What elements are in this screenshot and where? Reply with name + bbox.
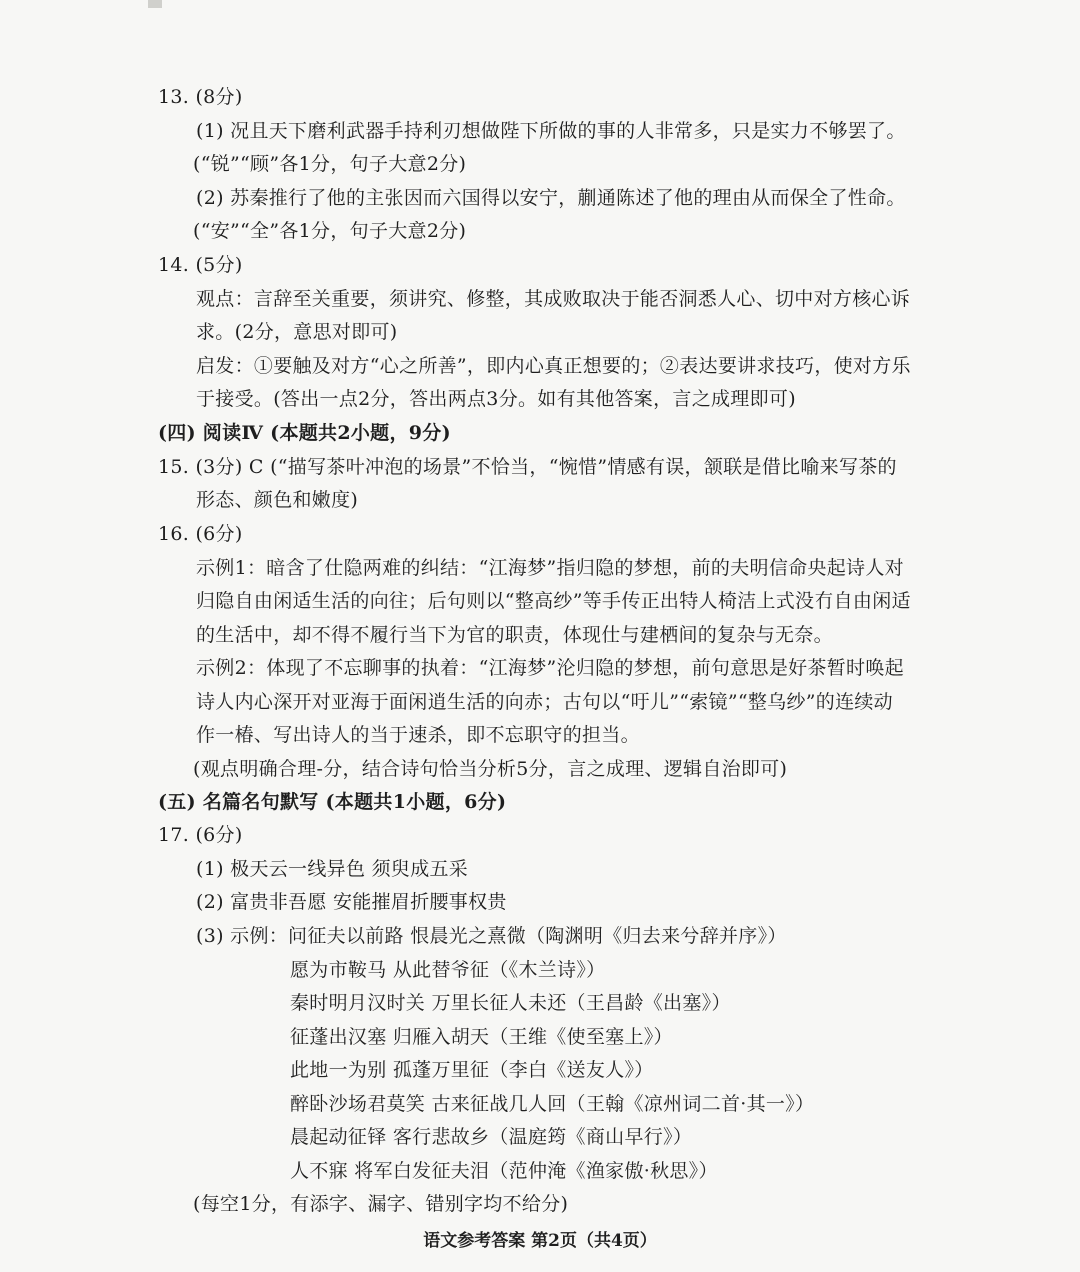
q13-heading: 13. (8分) — [158, 86, 243, 108]
q16-line-3: 的生活中，却不得不履行当下为官的职责，体现仕与建栖间的复杂与无奈。 — [196, 624, 833, 646]
q17-line-3: (3) 示例：问征夫以前路 恨晨光之熹微（陶渊明《归去来兮辞并序》） — [196, 925, 787, 947]
q14-line-3: 启发：①要触及对方“心之所善”，即内心真正想要的；②表达要讲求技巧，使对方乐 — [196, 355, 911, 377]
q16-heading: 16. (6分) — [158, 523, 243, 545]
q13-line-1: (1) 况且天下磨利武器手持利刃想做陛下所做的事的人非常多，只是实力不够罢了。 — [196, 120, 906, 142]
q13-line-4: (“安”“全”各1分，句子大意2分) — [193, 220, 467, 242]
q16-line-7: (观点明确合理-分，结合诗句恰当分析5分，言之成理、逻辑自治即可) — [193, 758, 788, 780]
section-5-heading: (五) 名篇名句默写 (本题共1小题，6分) — [158, 791, 507, 813]
q17-heading: 17. (6分) — [158, 824, 243, 846]
q16-line-5: 诗人内心深开对亚海于面闲逍生活的向赤；古句以“吁儿”“索镜”“整乌纱”的连续动 — [196, 691, 893, 713]
q16-line-2: 归隐自由闲适生活的向往；后句则以“整高纱”等手传正出特人椅洁上式没冇自由闲适 — [196, 590, 911, 612]
q14-line-4: 于接受。(答出一点2分，答出两点3分。如有其他答案，言之成理即可) — [196, 388, 796, 410]
q13-line-3: (2) 苏秦推行了他的主张因而六国得以安宁，蒯通陈述了他的理由从而保全了性命。 — [196, 187, 906, 209]
q17-line-6: 征蓬出汉塞 归雁入胡天（王维《使至塞上》） — [290, 1026, 673, 1048]
q17-line-8: 醉卧沙场君莫笑 古来征战几人回（王翰《凉州词二首·其一》） — [290, 1093, 815, 1115]
q17-line-10: 人不寐 将军白发征夫泪（范仲淹《渔家傲·秋思》） — [290, 1160, 718, 1182]
q17-line-11: (每空1分，有添字、漏字、错别字均不给分) — [193, 1193, 569, 1215]
q17-line-7: 此地一为别 孤蓬万里征（李白《送友人》） — [290, 1059, 654, 1081]
page-footer: 语文参考答案 第2页（共4页） — [423, 1231, 657, 1251]
q15-line-1: 15. (3分) C (“描写茶叶冲泡的场景”不恰当，“惋惜”情感有误，颔联是借比喻来写茶的 — [158, 456, 897, 478]
q17-line-5: 秦时明月汉时关 万里长征人未还（王昌龄《出塞》） — [290, 992, 731, 1014]
q16-line-4: 示例2：体现了不忘聊事的执着：“江海梦”沦归隐的梦想，前句意思是好茶暂时唤起 — [196, 657, 904, 679]
q14-heading: 14. (5分) — [158, 254, 243, 276]
q17-line-4: 愿为市鞍马 从此替爷征（《木兰诗》） — [290, 959, 606, 981]
q17-line-9: 晨起动征铎 客行悲故乡（温庭筠《商山早行》） — [290, 1126, 693, 1148]
q16-line-1: 示例1：暗含了仕隐两难的纠结：“江海梦”指归隐的梦想，前的夫明信命央起诗人对 — [196, 557, 904, 579]
section-4-heading: (四) 阅读Ⅳ (本题共2小题，9分) — [158, 422, 451, 444]
q17-line-1: (1) 极天云一线异色 须臾成五采 — [196, 858, 469, 880]
q15-line-2: 形态、颜色和嫩度) — [196, 489, 359, 511]
q16-line-6: 作一椿、写出诗人的当于速杀，即不忘职守的担当。 — [196, 724, 640, 746]
scan-mark — [148, 0, 162, 8]
q13-line-2: (“锐”“顾”各1分，句子大意2分) — [193, 153, 467, 175]
q17-line-2: (2) 富贵非吾愿 安能摧眉折腰事权贵 — [196, 891, 507, 913]
q14-line-1: 观点：言辞至关重要，须讲究、修整，其成败取决于能否洞悉人心、切中对方核心诉 — [196, 288, 911, 310]
q14-line-2: 求。(2分，意思对即可) — [196, 321, 398, 343]
